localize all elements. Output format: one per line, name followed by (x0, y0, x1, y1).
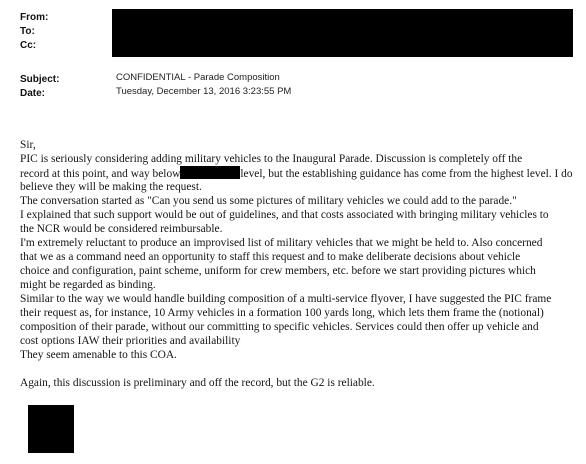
body-line: They seem amenable to this COA. (20, 349, 177, 361)
header-redaction (112, 9, 573, 57)
to-label: To: (20, 26, 35, 37)
body-line: PIC is seriously considering adding military vehicles to the Inaugural Parade. Discussion is completely off the (20, 153, 523, 165)
body-line: choice and configuration, paint scheme, uniform for crew members, etc. before we start providing pictures which (20, 265, 536, 277)
body-line (20, 166, 573, 181)
body-line: I explained that such support would be out of guidelines, and that costs associated with bringing military vehicles to (20, 209, 549, 221)
body-line: might be regarded as binding. (20, 279, 156, 291)
greeting: Sir, (20, 139, 36, 151)
body-line: that we as a command need an opportunity to staff this request and to make deliberate decisions about vehicle (20, 251, 521, 263)
body-line: I'm extremely reluctant to produce an improvised list of military vehicles that we might be held to. Also concerned (20, 237, 543, 249)
body-line: Again, this discussion is preliminary and off the record, but the G2 is reliable. (20, 377, 375, 389)
body-line: believe they will be making the request. (20, 181, 202, 193)
body-line: The conversation started as "Can you send us some pictures of military vehicles we could add to the parade." (20, 195, 517, 207)
body-line-part: record at this point, and way below (20, 168, 181, 180)
cc-label: Cc: (20, 40, 37, 51)
signature-redaction (28, 405, 74, 453)
subject-label: Subject: (20, 74, 60, 85)
body-line: Similar to the way we would handle building composition of a multi-service flyover, I have suggested the PIC frame (20, 293, 552, 305)
body-line: composition of their parade, without our committing to specific vehicles. Services could then offer up vehicle and (20, 321, 539, 333)
date-value: Tuesday, December 13, 2016 3:23:55 PM (116, 86, 292, 97)
body-line: their request as, for instance, 10 Army vehicles in a formation 100 yards long, which lets them frame the (notional) (20, 307, 544, 319)
body-line: the NCR would be considered reimbursable. (20, 223, 223, 235)
body-line: cost options IAW their priorities and availability (20, 335, 241, 347)
body-line-part: level, but the establishing guidance has come from the highest level. I do (240, 168, 573, 180)
date-label: Date: (20, 88, 46, 99)
inline-redaction (180, 166, 240, 179)
from-label: From: (20, 12, 49, 23)
subject-value: CONFIDENTIAL - Parade Composition (116, 72, 280, 83)
